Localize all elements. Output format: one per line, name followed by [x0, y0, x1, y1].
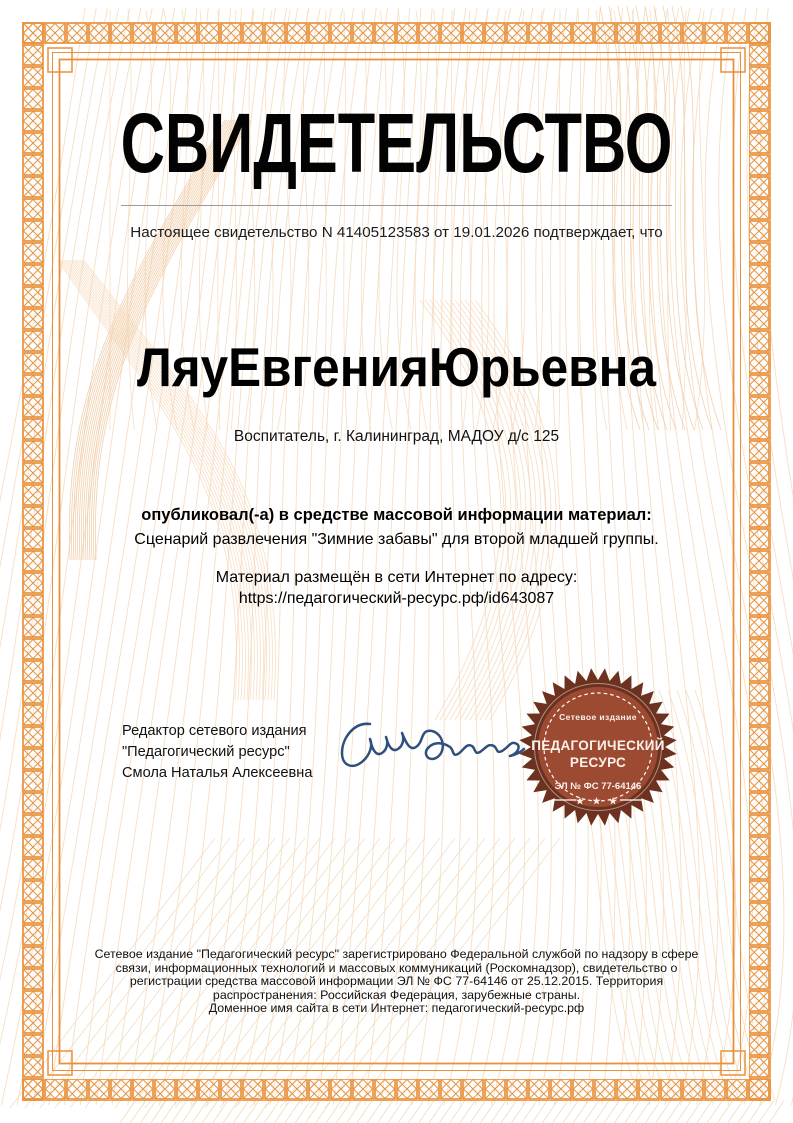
editor-role: Редактор сетевого издания: [122, 723, 307, 739]
publication-action-label: опубликовал(-а) в средстве массовой информации материал:: [141, 506, 652, 524]
material-url: https://педагогический-ресурс.рф/id643087: [238, 590, 555, 607]
border-band-bottom: [22, 1079, 771, 1101]
registration-footer: [0, 948, 793, 1016]
title-divider: [121, 205, 672, 206]
footer-line: распространения: Российская Федерация, зарубежные страны.: [212, 987, 581, 1002]
footer-line: Сетевое издание "Педагогический ресурс" зарегистрировано Федеральной службой по надзору в сфере: [94, 947, 699, 961]
editor-block: [122, 721, 312, 783]
material-address-label: Материал размещён в сети Интернет по адресу:: [215, 569, 578, 586]
seal-name-line1: ПЕДАГОГИЧЕСКИЙ: [531, 738, 665, 753]
material-title: Сценарий развлечения "Зимние забавы" для второй младшей группы.: [134, 531, 659, 548]
footer-line: регистрации средства массовой информации ЭЛ № ФС 77-64146 от 25.12.2015. Территория: [129, 974, 664, 988]
editor-organization: "Педагогический ресурс": [122, 743, 290, 760]
footer-line: связи, информационных технологий и массовых коммуникаций (Роскомнадзор), свидетельство о: [115, 960, 678, 975]
certificate-title: СВИДЕТЕЛЬСТВО: [120, 96, 673, 190]
certificate-statement: Настоящее свидетельство N 41405123583 от 19.01.2026 подтверждает, что: [130, 224, 663, 241]
border-band-left: [22, 22, 44, 1101]
recipient-details: Воспитатель, г. Калининград, МАДОУ д/с 125: [233, 428, 560, 445]
signature: [342, 724, 524, 766]
official-seal: [519, 668, 676, 825]
recipient-name: ЛяуЕвгенияЮрьевна: [136, 336, 657, 398]
seal-reg-number: ЭЛ № ФС 77-64146: [554, 781, 642, 792]
editor-name: Смола Наталья Алексеевна: [122, 764, 313, 781]
seal-name-line2: РЕСУРС: [569, 755, 627, 770]
signature-stroke: [342, 724, 524, 766]
border-band-top: [22, 22, 771, 44]
inner-frame-thick: [60, 60, 734, 1064]
border-band-right: [749, 22, 771, 1101]
seal-top-text: Сетевое издание: [559, 712, 637, 722]
footer-line: Доменное имя сайта в сети Интернет: педагогический-ресурс.рф: [208, 1001, 585, 1015]
seal-stars: ★ ★ ★: [575, 796, 621, 806]
